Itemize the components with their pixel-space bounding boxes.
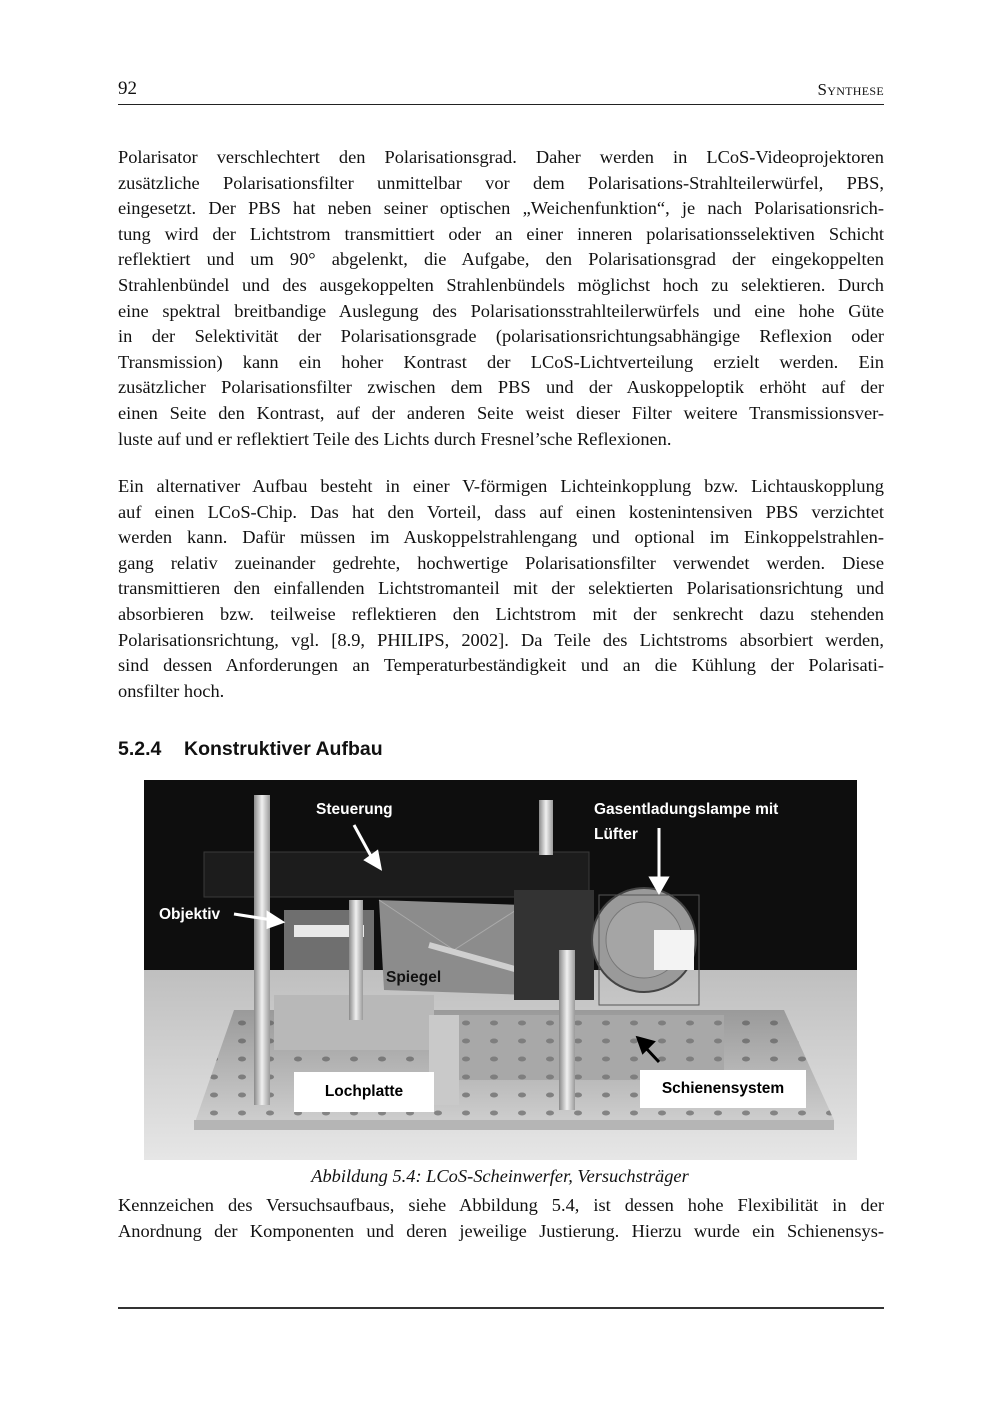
- text-line: absorbieren bzw. teilweise reflektieren den Lichtstrom mit der senkrecht dazu stehenden: [118, 603, 884, 624]
- text-line: zusätzlicher Polarisationsfilter zwischen dem PBS und der Auskoppeloptik erhöht auf der: [118, 377, 884, 398]
- vertical-rail: [559, 950, 575, 1110]
- label-spiegel: Spiegel: [386, 969, 442, 986]
- section-number: 5.2.4: [118, 738, 162, 760]
- text-line: einen Seite den Kontrast, auf der anderen Seite weist dieser Filter weitere Transmissionsver-: [118, 402, 884, 423]
- paragraph-polarisation: [118, 145, 884, 452]
- text-line: reflektiert und um 90° abgelenkt, die Aufgabe, den Polarisationsgrad der eingekoppelten: [118, 249, 884, 270]
- text-line: auf einen LCoS-Chip. Das hat den Vorteil, dass auf einen kostenintensiven PBS verzichtet: [118, 501, 884, 522]
- vertical-rail: [539, 800, 553, 855]
- page-number: 92: [118, 78, 137, 99]
- text-line: werden kann. Dafür müssen im Auskoppelstrahlengang und optional im Einkoppelstrahlen-: [118, 527, 884, 548]
- text-line: sind dessen Anforderungen an Temperaturbeständigkeit und an die Kühlung der Polarisati-: [118, 655, 884, 676]
- text-line: tung wird der Lichtstrom transmittiert oder an einer inneren polarisationsselektiven Schicht: [118, 223, 884, 244]
- label-schienensystem: Schienensystem: [640, 1070, 806, 1108]
- text-line: gang relativ zueinander gedrehte, hochwertige Polarisationsfilter verwendet werden. Diese: [118, 552, 884, 573]
- figure-photo: [144, 780, 857, 1160]
- text-line: transmittieren den einfallenden Lichtstromanteil mit der selektierten Polarisationsrichtung und: [118, 578, 884, 599]
- electronics: [514, 890, 594, 1000]
- text-line: Transmission) kann ein hoher Kontrast der LCoS-Lichtverteilung erzielt werden. Ein: [118, 351, 884, 372]
- vertical-rail: [349, 900, 363, 1020]
- paragraph-alternative-setup: [118, 474, 884, 704]
- running-title: Synthese: [817, 80, 884, 99]
- text-line: Ein alternativer Aufbau besteht in einer V-förmigen Lichteinkopplung bzw. Lichtauskopplung: [118, 476, 884, 496]
- text-line: Strahlenbündel und des ausgekoppelten Strahlenbündels möglichst hoch zu selektieren. Durch: [118, 274, 884, 295]
- label-lampe-line1: Gasentladungslampe mit: [594, 801, 779, 818]
- figure-caption: Abbildung 5.4: LCoS-Scheinwerfer, Versuchsträger: [311, 1166, 689, 1186]
- text-line: eine spektral breitbandige Auslegung des Polarisationsstrahlteilerwürfels und eine hohe Güte: [118, 300, 884, 321]
- section-heading: [118, 738, 383, 761]
- footer-rule: [118, 1307, 884, 1309]
- text-line: luste auf und er reflektiert Teile des Lichts durch Fresnel’sche Reflexionen.: [118, 428, 672, 449]
- label-objektiv: Objektiv: [159, 906, 221, 923]
- label-lochplatte: Lochplatte: [294, 1072, 434, 1112]
- label-lampe-line2: Lüfter: [594, 826, 638, 843]
- plate-edge: [194, 1120, 834, 1130]
- label-steuerung: Steuerung: [316, 801, 393, 818]
- text-line: Polarisator verschlechtert den Polarisationsgrad. Daher werden in LCoS-Videoprojektoren: [118, 147, 884, 167]
- text-line: Kennzeichen des Versuchsaufbaus, siehe Abbildung 5.4, ist dessen hohe Flexibilität in der: [118, 1195, 884, 1215]
- text-line: eingesetzt. Der PBS hat neben seiner optischen „Weichenfunktion“, je nach Polarisationsrich-: [118, 198, 884, 219]
- vertical-rail: [254, 795, 270, 1105]
- text-line: Anordnung der Komponenten und deren jeweilige Justierung. Hierzu wurde ein Schienensys-: [118, 1220, 884, 1241]
- section-title: Konstruktiver Aufbau: [184, 738, 383, 760]
- text-line: onsfilter hoch.: [118, 680, 225, 701]
- text-line: Polarisationsrichtung, vgl. [8.9, PHILIPS, 2002]. Da Teile des Lichtstroms absorbiert werden,: [118, 629, 884, 650]
- paragraph-setup-description: [118, 1193, 884, 1244]
- fan-label: [654, 930, 694, 970]
- text-line: zusätzliche Polarisationsfilter unmittelbar vor dem Polarisations-Strahlteilerwürfel, PBS,: [118, 172, 884, 193]
- text-line: in der Selektivität der Polarisationsgrade (polarisationsrichtungsabhängige Reflexion oder: [118, 326, 884, 347]
- page-header: [118, 78, 884, 105]
